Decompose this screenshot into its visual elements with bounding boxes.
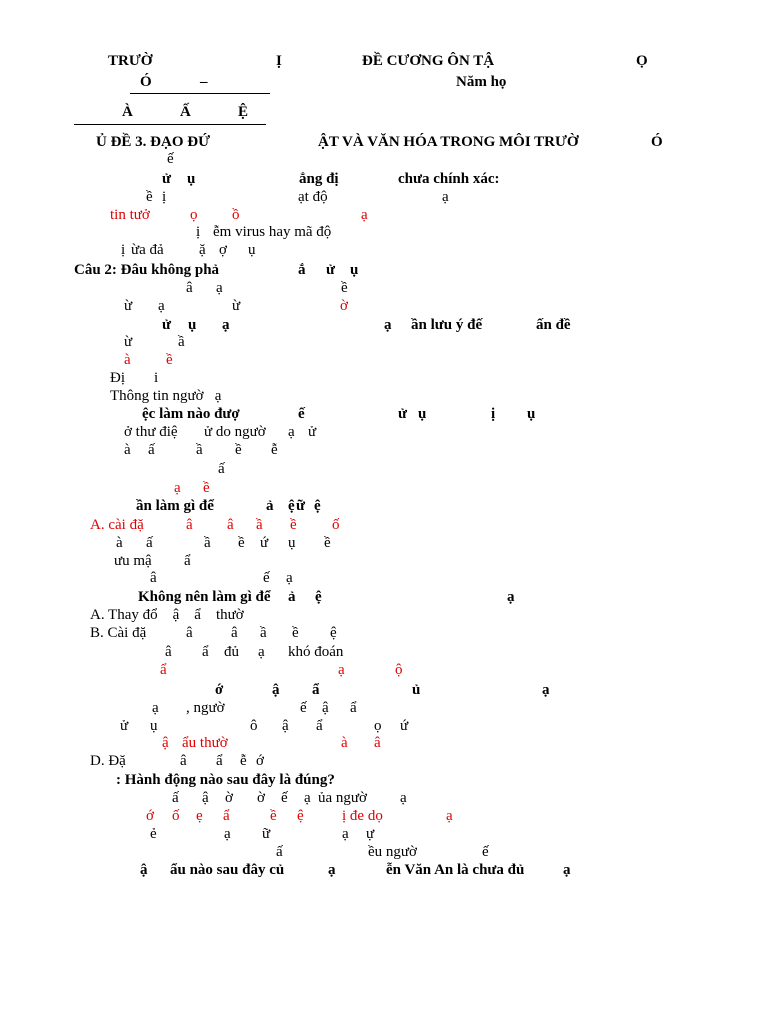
section-heading-fragment: À bbox=[122, 104, 133, 120]
topic-subtitle: ế bbox=[167, 151, 174, 167]
correct-answer: à bbox=[124, 352, 131, 368]
answer-option: à bbox=[124, 442, 131, 458]
answer-option: B. Cài đặ bbox=[90, 625, 147, 641]
correct-answer: ạ bbox=[446, 808, 453, 824]
question-7-text: ế bbox=[300, 700, 307, 716]
question-5-stem: ệ bbox=[314, 498, 321, 514]
answer-option: ều ngườ bbox=[368, 844, 417, 860]
answer-option: i bbox=[154, 370, 159, 386]
question-9-stem: ậ bbox=[140, 862, 148, 878]
answer-option: ử bbox=[308, 424, 317, 440]
answer-option: ề bbox=[292, 625, 299, 641]
question-6-stem: Không nên làm gì để bbox=[138, 589, 271, 605]
correct-answer: ờ bbox=[340, 298, 348, 314]
answer-option: ế bbox=[263, 570, 270, 586]
answer-option: ạ bbox=[158, 298, 165, 314]
question-7-text: ậ bbox=[282, 718, 289, 734]
question-4-stem: ụ bbox=[527, 406, 536, 422]
answer-option: ạ bbox=[288, 424, 295, 440]
school-year: Năm họ bbox=[456, 74, 507, 90]
answer-option: ề bbox=[341, 280, 348, 296]
question-5-stem: ệ bbox=[288, 498, 295, 514]
correct-answer: ề bbox=[270, 808, 277, 824]
correct-answer: ạ bbox=[361, 207, 368, 223]
answer-option: ậ bbox=[202, 790, 209, 806]
answer-option: ẩ bbox=[216, 753, 223, 769]
answer-option: D. Đặ bbox=[90, 753, 126, 769]
answer-option: ầ bbox=[204, 535, 211, 551]
answer-option: ạ bbox=[400, 790, 407, 806]
correct-answer: ẩ bbox=[160, 662, 167, 678]
question-9-stem: ạ bbox=[563, 862, 571, 878]
question-7-text: , ngườ bbox=[186, 700, 225, 716]
correct-answer: ệ bbox=[297, 808, 304, 824]
answer-option: khó đoán bbox=[288, 644, 344, 660]
answer-option: ừ bbox=[232, 298, 241, 314]
correct-answer: ọ bbox=[190, 207, 198, 223]
answer-option: ạ bbox=[224, 826, 231, 842]
question-4-stem: ử bbox=[398, 406, 408, 422]
question-7-text: ứ bbox=[400, 718, 409, 734]
answer-option: ễ bbox=[271, 442, 278, 458]
answer-option: â bbox=[186, 280, 193, 296]
answer-option: ầ bbox=[196, 442, 203, 458]
question-9-stem: ẩu nào sau đây củ bbox=[170, 862, 285, 878]
answer-option: ừa đả bbox=[131, 242, 164, 258]
answer-option: ầ bbox=[178, 334, 185, 350]
answer-option: ị bbox=[196, 224, 201, 240]
correct-answer: à bbox=[341, 735, 348, 751]
answer-option: ạ bbox=[442, 189, 449, 205]
answer-option: ớ bbox=[256, 753, 264, 769]
correct-answer: ậ bbox=[162, 735, 169, 751]
question-7-stem: ạ bbox=[542, 682, 550, 698]
answer-option: ề bbox=[324, 535, 331, 551]
question-7-text: ẩ bbox=[350, 700, 357, 716]
answer-option: ờ bbox=[257, 790, 265, 806]
question-5-stem: ả bbox=[266, 498, 274, 514]
answer-option: ụ bbox=[248, 242, 256, 258]
answer-option: ấ bbox=[148, 442, 155, 458]
school-subtitle-fragment: – bbox=[200, 74, 208, 90]
answer-option: ấ bbox=[172, 790, 179, 806]
question-4-stem: ệc làm nào đượ bbox=[142, 406, 240, 422]
question-6-stem: ạ bbox=[507, 589, 515, 605]
answer-option: ẩ bbox=[184, 553, 191, 569]
question-5-stem: ữ bbox=[296, 498, 306, 514]
question-7-stem: ủ bbox=[412, 682, 421, 698]
question-4-stem: ị bbox=[491, 406, 496, 422]
answer-option: à bbox=[116, 535, 123, 551]
answer-option: ạ bbox=[304, 790, 311, 806]
answer-option: ễm virus hay mã độ bbox=[213, 224, 332, 240]
answer-option: ấ bbox=[276, 844, 283, 860]
question-7-text: ọ bbox=[374, 718, 382, 734]
correct-answer: ố bbox=[332, 517, 340, 533]
answer-option: ạt độ bbox=[298, 189, 328, 205]
correct-answer: ẩ bbox=[223, 808, 230, 824]
question-7-text: ạ bbox=[152, 700, 159, 716]
correct-answer: ố bbox=[172, 808, 180, 824]
answer-option: ề bbox=[146, 189, 153, 205]
question-4-stem: ụ bbox=[418, 406, 427, 422]
answer-option: ấ bbox=[218, 461, 225, 477]
answer-option: ạ bbox=[258, 644, 265, 660]
answer-option: ề bbox=[235, 442, 242, 458]
correct-answer: â bbox=[227, 517, 234, 533]
answer-option: ủa ngườ bbox=[318, 790, 367, 806]
answer-option: ẩ bbox=[202, 644, 209, 660]
question-7-text: ẩ bbox=[316, 718, 323, 734]
answer-option: â bbox=[186, 625, 193, 641]
answer-option: ạ bbox=[216, 280, 223, 296]
question-7-stem: ớ bbox=[215, 682, 224, 698]
question-3-stem: ạ bbox=[222, 317, 230, 333]
question-1-stem: chưa chính xác: bbox=[398, 171, 500, 187]
correct-answer: ạ bbox=[338, 662, 345, 678]
document-title: ĐỀ CƯƠNG ÔN TẬ bbox=[362, 53, 495, 69]
correct-answer: ề bbox=[166, 352, 173, 368]
correct-answer: ạ bbox=[174, 480, 181, 496]
question-7-text: ụ bbox=[150, 718, 158, 734]
answer-option: ờ bbox=[225, 790, 233, 806]
answer-option: â bbox=[231, 625, 238, 641]
question-8-stem: : Hành động nào sau đây là đúng? bbox=[116, 772, 335, 788]
answer-option: ạ bbox=[286, 570, 293, 586]
question-3-stem: ạ bbox=[384, 317, 392, 333]
school-name-fragment: TRƯỜ bbox=[108, 53, 153, 69]
correct-answer: tin tưở bbox=[110, 207, 150, 223]
answer-option: ữ bbox=[262, 826, 271, 842]
header-underline bbox=[130, 93, 270, 94]
answer-option: ị bbox=[121, 242, 126, 258]
correct-answer: ị đe dọ bbox=[342, 808, 383, 824]
question-2-stem: Câu 2: Đâu không phả bbox=[74, 262, 220, 278]
answer-option: A. Thay đổ ậ ẩ thườ bbox=[90, 607, 244, 623]
section-underline bbox=[74, 124, 266, 125]
answer-option: ế bbox=[281, 790, 288, 806]
answer-option: Đị bbox=[110, 370, 125, 386]
question-7-stem: ậ bbox=[272, 682, 280, 698]
question-3-stem: ần lưu ý đế bbox=[411, 317, 483, 333]
answer-option: ễ bbox=[240, 753, 247, 769]
answer-option: ặ bbox=[199, 242, 206, 258]
question-1-stem: ụ bbox=[187, 171, 196, 187]
answer-option: ệ bbox=[330, 625, 337, 641]
answer-option: ừ bbox=[124, 334, 133, 350]
correct-answer: ẹ bbox=[196, 808, 203, 824]
answer-option: ụ bbox=[288, 535, 296, 551]
question-6-stem: ả bbox=[288, 589, 296, 605]
answer-option: â bbox=[165, 644, 172, 660]
question-2-stem: ụ bbox=[350, 262, 359, 278]
answer-option: đủ bbox=[224, 644, 239, 660]
answer-option: ẻ bbox=[150, 826, 157, 842]
question-3-stem: ử bbox=[162, 317, 172, 333]
correct-answer: ộ bbox=[395, 662, 403, 678]
question-6-stem: ệ bbox=[315, 589, 322, 605]
topic-title: Ủ ĐỀ 3. ĐẠO ĐỨ bbox=[96, 134, 211, 150]
correct-answer: ề bbox=[290, 517, 297, 533]
question-3-stem: ấn đề bbox=[536, 317, 571, 333]
school-name-fragment: Ị bbox=[276, 53, 282, 69]
question-1-stem: ử bbox=[162, 171, 172, 187]
question-2-stem: ắ bbox=[298, 262, 306, 278]
answer-option: ử do ngườ bbox=[204, 424, 266, 440]
question-7-stem: ẩ bbox=[312, 682, 320, 698]
question-4-stem: ế bbox=[298, 406, 305, 422]
correct-answer: â bbox=[186, 517, 193, 533]
correct-answer: ồ bbox=[232, 207, 240, 223]
question-7-text: ử bbox=[120, 718, 129, 734]
answer-option: â bbox=[180, 753, 187, 769]
answer-option: ị bbox=[162, 189, 167, 205]
document-title-fragment: Ọ bbox=[636, 53, 648, 69]
question-3-stem: ụ bbox=[188, 317, 197, 333]
answer-option: ưu mậ bbox=[114, 553, 152, 569]
correct-answer: A. cài đặ bbox=[90, 517, 144, 533]
question-7-text: ô bbox=[250, 718, 258, 734]
question-7-text: ậ bbox=[322, 700, 329, 716]
question-1-stem: ẳng đị bbox=[299, 171, 339, 187]
answer-option: ề bbox=[238, 535, 245, 551]
question-9-stem: ạ bbox=[328, 862, 336, 878]
answer-option: ế bbox=[482, 844, 489, 860]
answer-option: Thông tin ngườ ạ bbox=[110, 388, 222, 404]
answer-option: ừ bbox=[124, 298, 133, 314]
question-5-stem: ần làm gì để bbox=[136, 498, 214, 514]
topic-title-fragment: Ó bbox=[651, 134, 663, 150]
correct-answer: ớ bbox=[146, 808, 154, 824]
question-2-stem: ử bbox=[326, 262, 336, 278]
answer-option: ầ bbox=[260, 625, 267, 641]
answer-option: ạ bbox=[342, 826, 349, 842]
correct-answer: ề bbox=[203, 480, 210, 496]
answer-option: ợ bbox=[219, 242, 227, 258]
correct-answer: ẩu thườ bbox=[182, 735, 228, 751]
answer-option: ự bbox=[366, 826, 375, 842]
answer-option: ấ bbox=[146, 535, 153, 551]
question-9-stem: ễn Văn An là chưa đủ bbox=[386, 862, 525, 878]
school-subtitle-fragment: Ó bbox=[140, 74, 152, 90]
answer-option: ở thư điệ bbox=[124, 424, 178, 440]
answer-option: ứ bbox=[260, 535, 269, 551]
correct-answer: â bbox=[374, 735, 381, 751]
section-heading-fragment: Ấ bbox=[180, 104, 191, 120]
section-heading-fragment: Ệ bbox=[238, 104, 249, 120]
answer-option: â bbox=[150, 570, 157, 586]
correct-answer: ầ bbox=[256, 517, 263, 533]
topic-title-fragment: ẬT VÀ VĂN HÓA TRONG MÔI TRƯỜ bbox=[318, 134, 579, 150]
